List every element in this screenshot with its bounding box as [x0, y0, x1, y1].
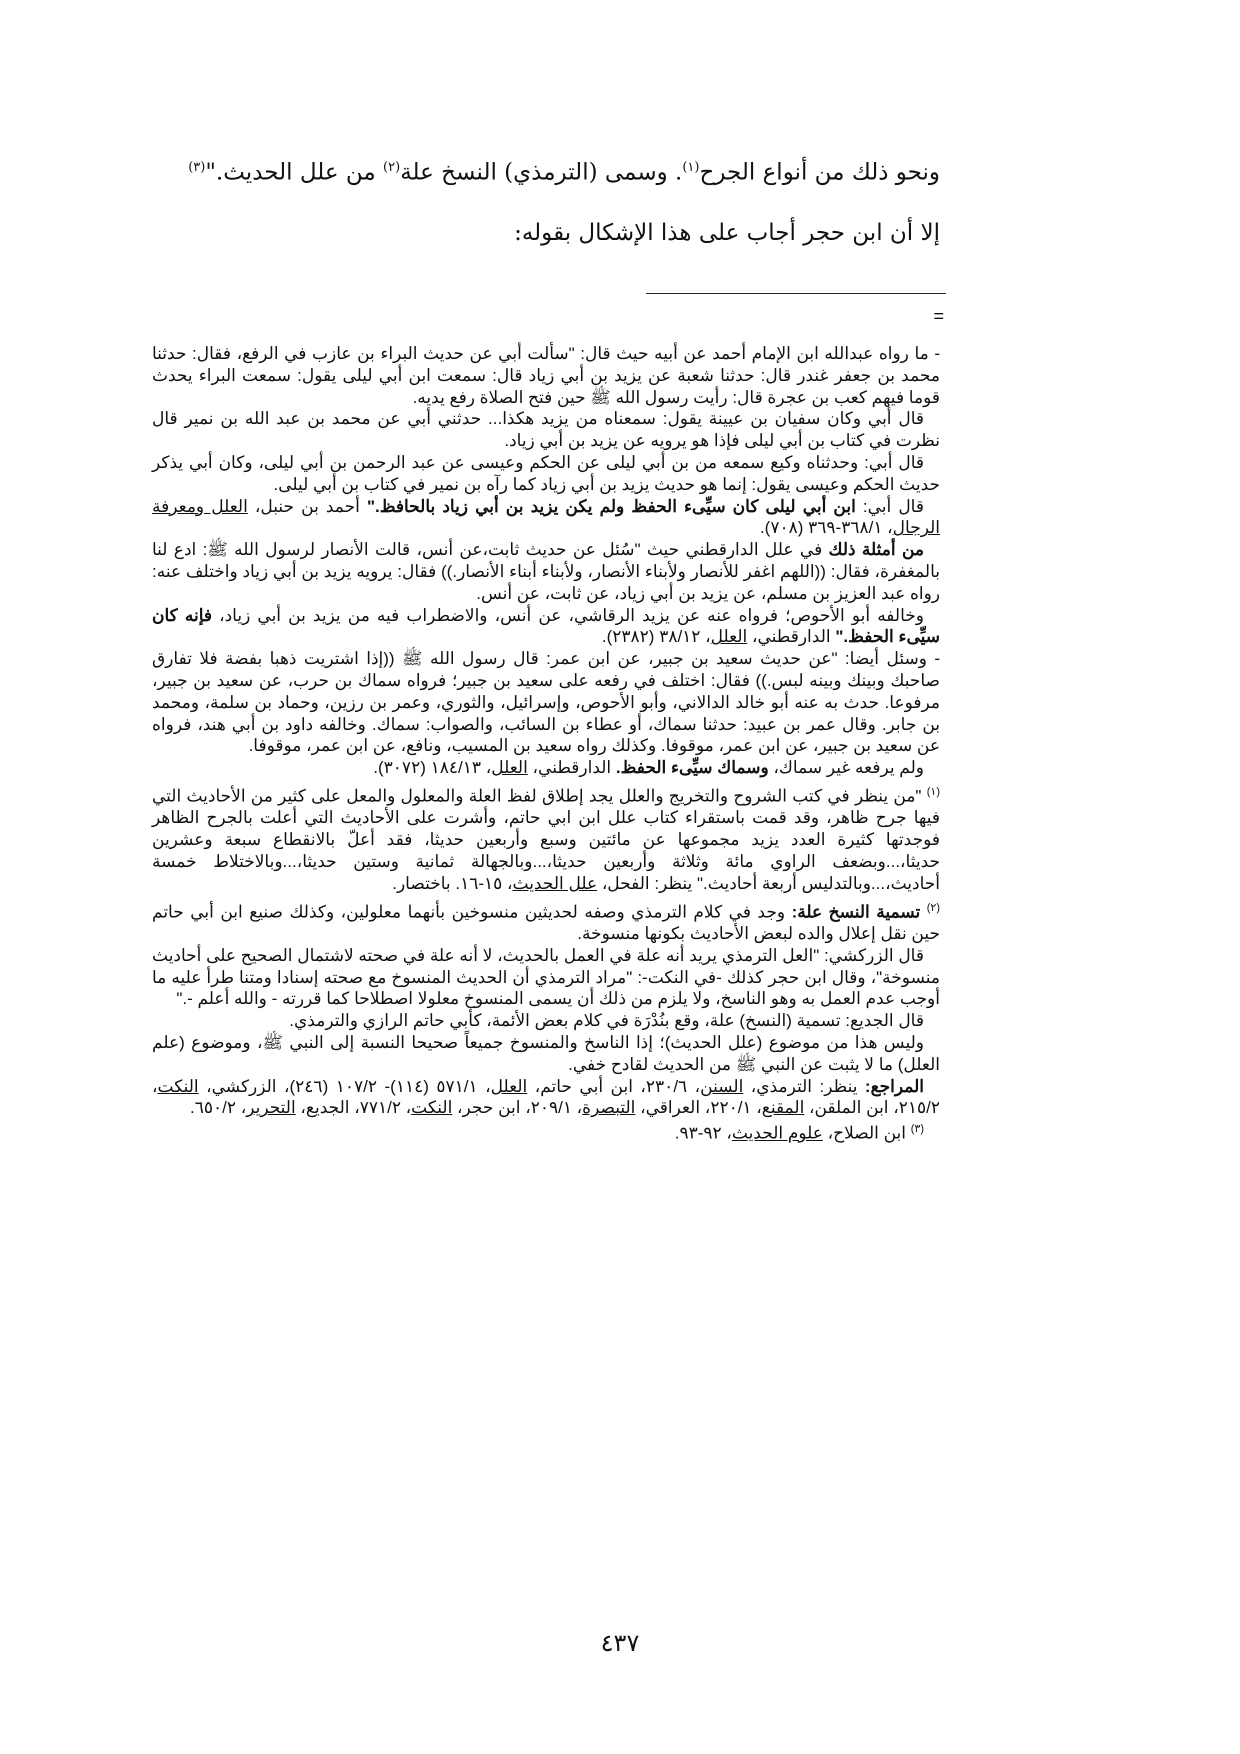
text-fragment: ينظر: الترمذي،: [743, 1076, 865, 1096]
text-fragment: الدارقطني،: [747, 627, 836, 647]
text-fragment: ، ٢٠٩/١، ابن حجر،: [452, 1098, 583, 1118]
text-fragment: ، ٢١٥/٢، ابن الملقن،: [152, 1076, 940, 1118]
book-title: التحرير: [246, 1098, 296, 1118]
text-fragment: ، ٦٥٠/٢.: [190, 1098, 247, 1118]
book-title: السنن: [700, 1076, 744, 1096]
text-fragment: ، ٢٢٠/١، العراقي،: [635, 1098, 762, 1118]
text-fragment: الدارقطني،: [527, 758, 616, 778]
footnote-paragraph: قال الزركشي: "العل الترمذي يريد أنه علة في العمل بالحديث، لا أنه علة في صحته لاشتمال الصحيح على أحاديث منسوخة"، وقال ابن حجر كذلك -في النكت-: "مراد الترمذي أن الحديث المنسوخ مع صحته إسنادا ومتنا طرأ عليه ما أوجب عدم العمل به وهو الناسخ، ولا يلزم من ذلك أن يسمى المنسوخ معلولا اصطلاحا كما قررته - والله أعلم -.": [152, 945, 940, 1009]
text-fragment: ابن الصلاح،: [822, 1123, 911, 1143]
footnote-paragraph: - وسئل أيضا: "عن حديث سعيد بن جبير، عن ابن عمر: قال رسول الله ﷺ ((إذا اشتريت ذهبا بفضة فلا تفارق صاحبك وبينك وبينه لبس.)) فقال: اختلف في رفعه على سعيد بن جبير؛ فرواه سماك بن حرب، عن سعيد بن جبير، مرفوعا. حدث به عنه أبو خالد الدالاني، وأبو الأحوص، وإسرائيل، والثوري، وعمر بن رزين، وحماد بن سلمة، ومحمد بن جابر. وقال عمر بن عبيد: حدثنا سماك، أو عطاء بن السائب، والصواب: سماك. وخالفه داود بن أبي هند، فرواه عن سعيد بن جبير، عن ابن عمر، موقوفا. وكذلك رواه سعيد بن المسيب، ونافع، عن ابن عمر، موقوفا.: [152, 649, 940, 756]
text-fragment: ، ٢٣٠/٦، ابن أبي حاتم،: [527, 1076, 701, 1096]
text-fragment: "من ينظر في كتب الشروح والتخريج والعلل يجد إطلاق لفظ العلة والمعلول والمعل على كثير من الأحاديث التي فيها جرح ظاهر، وقد قمت باستقراء كتاب علل ابن ابي حاتم، وأشرت على الأحاديث التي أعلت بالجرح الظاهر فوجدتها كثيرة العدد يزيد مجموعها عن مائتين وسبع وأربعين حديثا، فقد أعلّ بالانقطاع سبعة وعشرين حديثا،...وبضعف الراوي مائة وثلاثة وأربعين حديثا،...وبالجهالة ثمانية وستين حديثا،...وبالاختلاط خمسة أحاديث،...وبالتدليس أربعة أحاديث." ينظر: الفحل،: [152, 786, 940, 893]
book-title: المقنع: [761, 1098, 805, 1118]
footnote-3: [152, 1119, 940, 1144]
footnote-1: [152, 782, 940, 895]
text-fragment: ، ١٥-١٦. باختصار.: [392, 873, 513, 893]
text-fragment: ، ٧٧١/٢، الجديع،: [295, 1098, 412, 1118]
footnote-paragraph: قال أبي: وحدثناه وكيع سمعه من بن أبي ليلى عن الحكم وعيسى عن عبد الرحمن بن أبي ليلى، وكان أبي يذكر حديث الحكم وعيسى يقول: إنما هو حديث يزيد بن أبي زياد كما رآه بن نمير في كتاب بن أبي ليلى.: [152, 452, 940, 494]
book-title: العلل ومعرفة الرجال: [152, 496, 940, 538]
text-fragment: ، ٣٦٨/١-٣٦٩ (٧٠٨).: [759, 518, 893, 538]
bold-quote: وسماك سيِّىء الحفظ.: [615, 758, 769, 778]
footnote-paragraph: وليس هذا من موضوع (علل الحديث)؛ إذا الناسخ والمنسوخ جميعاً صحيحا النسبة إلى النبي ﷺ، وموضوع (علم العلل) ما لا يثبت عن النبي ﷺ من الحديث لقادح خفي.: [152, 1033, 940, 1074]
footnote-number: (٢): [926, 901, 941, 914]
footnote-ref-1[interactable]: (١): [682, 160, 700, 175]
footnote-paragraph: - ما رواه عبدالله ابن الإمام أحمد عن أبيه حيث قال: "سألت أبي عن حديث البراء بن عازب في الرفع، فقال: حدثنا محمد بن جعفر غندر قال: حدثنا شعبة عن يزيد بن أبي زياد قال: سمعت ابن أبي ليلى يقول: سمعت البراء يحدث قوما فيهم كعب بن عجرة قال: رأيت رسول الله ﷺ حين فتح الصلاة رفع يديه.: [152, 344, 940, 407]
footnote-paragraph: [152, 757, 940, 779]
text-fragment: في علل الدارقطني حيث "سُئل عن حديث ثابت،عن أنس، قالت الأنصار لرسول الله ﷺ: ادع لنا بالمغفرة، فقال: ((اللهم اغفر للأنصار ولأبناء الأنصار، ولأبناء أبناء الأنصار.)) فقال: يرويه يزيد بن أبي زياد واختلف عنه: رواه عبد العزيز بن مسلم، عن يزيد بن أبي زياد، عن ثابت، عن أنس.: [152, 540, 940, 603]
footnote-ref-3[interactable]: (٣): [188, 160, 206, 175]
book-title: العلل: [490, 1076, 528, 1096]
footnote-paragraph: [152, 496, 940, 540]
main-text-fragment: ونحو ذلك من أنواع الجرح: [699, 159, 940, 186]
main-text-line-1: [120, 152, 940, 189]
footnotes-section: [152, 343, 940, 1145]
references-label: المراجع:: [864, 1076, 924, 1096]
footnote-paragraph: قال الجديع: تسمية (النسخ) علة، وقع بنُدْرَة في كلام بعض الأئمة، كأبي حاتم الرازي والترمذي.: [289, 1011, 924, 1031]
footnote-paragraph: [152, 605, 940, 649]
book-title: النكت: [157, 1076, 199, 1096]
footnote-number: (١): [926, 785, 940, 798]
footnote-paragraph: [152, 539, 940, 604]
main-text-fragment: . وسمى (الترمذي) النسخ علة: [400, 159, 683, 186]
book-title: علوم الحديث: [731, 1123, 823, 1143]
continuation-mark: =: [933, 306, 944, 326]
text-fragment: ، ١٨٤/١٣ (٣٠٧٢).: [373, 758, 492, 778]
footnote-divider: [646, 293, 946, 294]
footnote-2: [152, 898, 940, 945]
page-number: ٤٣٧: [600, 1629, 640, 1657]
book-title: النكت: [411, 1098, 453, 1118]
main-text-fragment: من علل الحديث.": [205, 159, 384, 186]
text-fragment: قال أبي:: [855, 496, 924, 516]
text-fragment: ، ٩٢-٩٣.: [674, 1123, 732, 1143]
text-fragment: ولم يرفعه غير سماك،: [768, 758, 924, 778]
bold-heading: تسمية النسخ علة:: [791, 902, 921, 922]
references-paragraph: [152, 1076, 940, 1120]
text-fragment: ، ٥٧١/١ (١١٤)- ١٠٧/٢ (٢٤٦)، الزركشي،: [198, 1076, 491, 1096]
main-text-line-2: إلا أن ابن حجر أجاب على هذا الإشكال بقوله:: [514, 220, 940, 246]
footnote-paragraph: قال أبي وكان سفيان بن عيينة يقول: سمعناه من يزيد هكذا... حدثني أبي عن محمد بن عبد الله بن نمير قال نظرت في كتاب بن أبي ليلى فإذا هو يرويه عن يزيد بن أبي زياد.: [152, 409, 940, 451]
text-fragment: وخالفه أبو الأحوص؛ فرواه عنه عن يزيد الرقاشي، عن أنس، والاضطراب فيه من يزيد بن أبي زياد،: [212, 605, 924, 625]
bold-quote: ابن أبي ليلى كان سيِّىء الحفظ ولم يكن يزيد بن أبي زياد بالحافظ.": [366, 496, 856, 516]
book-title: علل الحديث: [512, 873, 598, 893]
text-fragment: ، ٣٨/١٢ (٢٣٨٢).: [601, 627, 711, 647]
bold-quote: فإنه كان سيِّىء الحفظ.": [152, 605, 940, 647]
book-title: العلل: [710, 627, 748, 647]
book-title: العلل: [491, 758, 528, 778]
text-fragment: أحمد بن حنبل،: [247, 496, 367, 516]
footnote-ref-2[interactable]: (٢): [383, 160, 401, 175]
bold-heading: من أمثلة ذلك: [828, 540, 924, 560]
book-title: التبصرة: [582, 1098, 636, 1118]
text-fragment: وجد في كلام الترمذي وصفه لحديثين منسوخين بأنهما معلولين، وكذلك صنيع ابن أبي حاتم حين نقل إعلال والده لبعض الأحاديث بكونها منسوخة.: [152, 902, 940, 944]
footnote-number: (٣): [910, 1123, 924, 1136]
